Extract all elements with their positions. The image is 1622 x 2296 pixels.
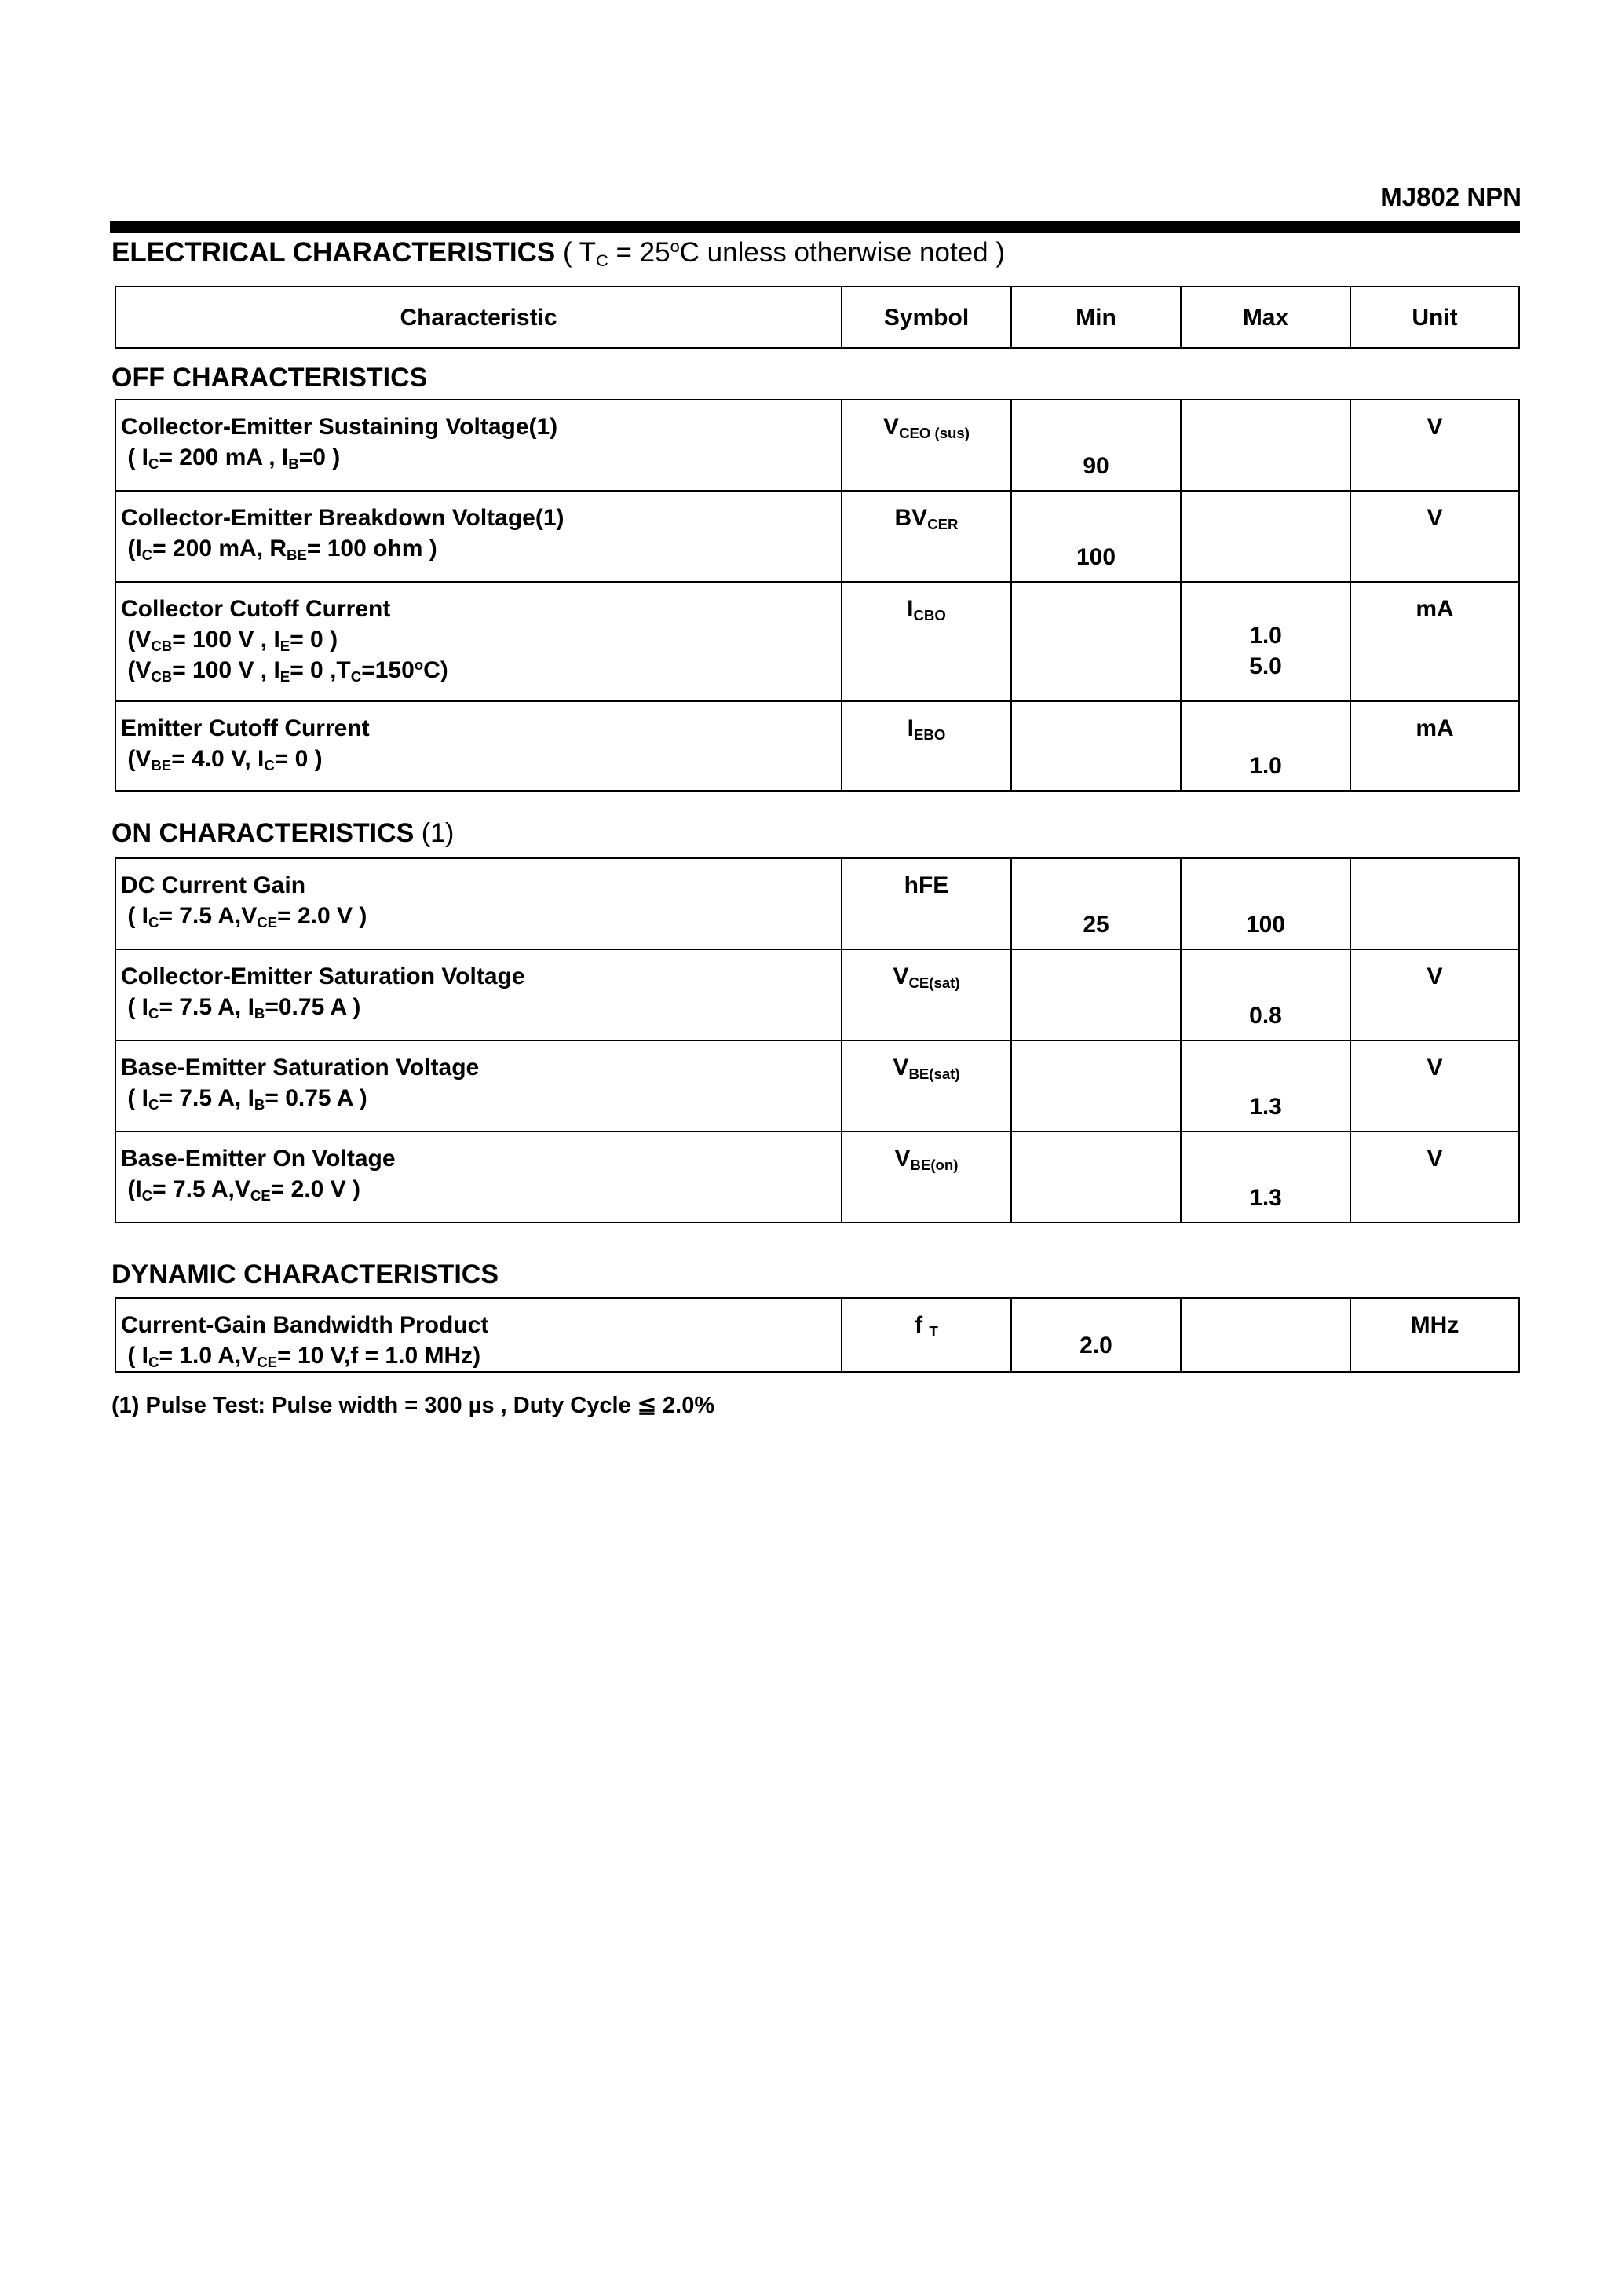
characteristic-name: Collector-Emitter Sustaining Voltage(1): [121, 414, 558, 440]
condition-fragment: o: [414, 656, 424, 673]
characteristic-name: Collector-Emitter Breakdown Voltage(1): [121, 505, 564, 531]
header-characteristic: Characteristic: [115, 287, 842, 348]
condition-fragment: = 200 mA, R: [152, 536, 287, 561]
condition-fragment: ( I: [127, 1085, 149, 1111]
condition-fragment: C: [148, 1354, 159, 1371]
condition-fragment: C): [423, 657, 448, 683]
characteristic-cell: [115, 949, 842, 1040]
max-cell: [1181, 400, 1350, 491]
test-condition: [121, 655, 841, 686]
table-row: [115, 949, 1519, 1040]
condition-fragment: C: [148, 914, 159, 931]
min-cell: [1011, 400, 1181, 491]
condition-fragment: C: [148, 1096, 159, 1113]
header-max: Max: [1181, 287, 1350, 348]
test-condition: [121, 533, 841, 564]
min-value: 90: [1083, 453, 1109, 479]
min-value: 25: [1083, 912, 1109, 938]
symbol-main: f: [915, 1312, 930, 1338]
condition-fragment: =0 ): [298, 444, 341, 470]
table-row: [115, 400, 1519, 491]
condition-fragment: = 7.5 A, I: [159, 994, 254, 1020]
condition-fragment: E: [279, 668, 290, 686]
table-row: [115, 1298, 1519, 1372]
section-off-title: OFF CHARACTERISTICS: [111, 363, 428, 393]
symbol-main: V: [893, 1055, 909, 1080]
condition-fragment: C: [350, 668, 362, 686]
test-condition: [121, 442, 841, 473]
table-row: [115, 491, 1519, 582]
min-cell: [1011, 491, 1181, 582]
condition-fragment: C: [148, 455, 159, 473]
unit-cell: V: [1350, 949, 1519, 1040]
condition-fragment: = 7.5 A,V: [152, 1176, 250, 1202]
header-symbol: Symbol: [842, 287, 1011, 348]
condition-fragment: = 100 V , I: [172, 657, 280, 683]
condition-fragment: (V: [127, 746, 152, 772]
condition-fragment: CE: [250, 1187, 271, 1205]
max-cell: [1181, 491, 1350, 582]
characteristic-cell: [115, 1298, 842, 1372]
symbol-main: V: [894, 1146, 911, 1172]
condition-fragment: C: [148, 1005, 159, 1022]
condition-fragment: (I: [127, 1176, 142, 1202]
condition-fragment: ( I: [127, 444, 149, 470]
header-row: [115, 287, 1519, 348]
min-cell: [1011, 701, 1181, 791]
condition-fragment: = 7.5 A, I: [159, 1085, 254, 1111]
condition-fragment: BE: [287, 547, 307, 564]
symbol-main: V: [883, 414, 900, 440]
symbol-cell: [842, 858, 1011, 949]
min-value: 2.0: [1080, 1333, 1112, 1358]
characteristic-name: Base-Emitter On Voltage: [121, 1146, 396, 1172]
max-value: 1.3: [1249, 1185, 1282, 1211]
on-table: [115, 857, 1520, 1223]
symbol-cell: [842, 1132, 1011, 1223]
max-value: 1.3: [1249, 1094, 1282, 1120]
max-cell: [1181, 1040, 1350, 1132]
test-condition: [121, 901, 841, 931]
max-value: 1.0: [1249, 623, 1282, 649]
test-condition: [121, 992, 841, 1022]
unit-cell: V: [1350, 1132, 1519, 1223]
dynamic-table: [115, 1297, 1520, 1373]
title-main: ELECTRICAL CHARACTERISTICS: [111, 237, 556, 268]
symbol-subscript: CEO (sus): [899, 425, 970, 442]
symbol-cell: [842, 701, 1011, 791]
header-min: Min: [1011, 287, 1181, 348]
section-on-label: ON CHARACTERISTICS: [111, 818, 415, 848]
condition-fragment: B: [254, 1096, 265, 1113]
condition-fragment: CB: [151, 668, 173, 686]
max-value: 0.8: [1249, 1003, 1282, 1029]
section-on-note: (1): [421, 818, 455, 848]
max-value-secondary: 5.0: [1249, 653, 1282, 679]
symbol-main: hFE: [904, 872, 949, 898]
top-rule: [110, 221, 1520, 233]
symbol-cell: [842, 949, 1011, 1040]
characteristic-name: Base-Emitter Saturation Voltage: [121, 1055, 480, 1080]
symbol-cell: [842, 582, 1011, 701]
condition-fragment: E: [279, 638, 290, 655]
symbol-subscript: EBO: [914, 726, 946, 744]
condition-fragment: C: [141, 547, 153, 564]
characteristic-cell: [115, 701, 842, 791]
characteristic-cell: [115, 1132, 842, 1223]
condition-fragment: ( I: [127, 1343, 149, 1369]
condition-fragment: = 0 ): [290, 627, 338, 653]
condition-fragment: = 100 ohm ): [306, 536, 437, 561]
symbol-cell: [842, 491, 1011, 582]
condition-fragment: = 2.0 V ): [270, 1176, 360, 1202]
table-row: [115, 1132, 1519, 1223]
max-cell: [1181, 949, 1350, 1040]
unit-cell: mA: [1350, 582, 1519, 701]
symbol-subscript: CER: [927, 516, 959, 533]
min-cell: [1011, 1298, 1181, 1372]
characteristic-name: Collector-Emitter Saturation Voltage: [121, 963, 525, 989]
symbol-main: V: [893, 963, 909, 989]
condition-fragment: = 2.0 V ): [277, 903, 367, 929]
condition-fragment: = 1.0 A,V: [159, 1343, 258, 1369]
condition-fragment: = 10 V,f = 1.0 MHz): [277, 1343, 481, 1369]
title-cond-eq: = 25: [608, 237, 670, 268]
table-row: [115, 582, 1519, 701]
characteristic-cell: [115, 400, 842, 491]
symbol-cell: [842, 1040, 1011, 1132]
condition-fragment: (V: [127, 627, 152, 653]
condition-fragment: B: [288, 455, 299, 473]
condition-fragment: =0.75 A ): [265, 994, 361, 1020]
table-row: [115, 1040, 1519, 1132]
condition-fragment: = 0.75 A ): [265, 1085, 367, 1111]
symbol-main: I: [907, 596, 914, 622]
condition-fragment: CB: [151, 638, 173, 655]
condition-fragment: = 0 ): [274, 746, 323, 772]
condition-fragment: ( I: [127, 994, 149, 1020]
condition-fragment: = 4.0 V, I: [171, 746, 265, 772]
characteristic-cell: [115, 858, 842, 949]
page-identifier: MJ802 NPN: [1380, 182, 1522, 211]
section-on-title: [111, 818, 454, 849]
characteristic-cell: [115, 491, 842, 582]
max-cell: [1181, 858, 1350, 949]
title-cond-sup: o: [670, 236, 680, 257]
unit-cell: V: [1350, 400, 1519, 491]
symbol-subscript: CE(sat): [908, 974, 960, 992]
min-cell: [1011, 949, 1181, 1040]
footnote: (1) Pulse Test: Pulse width = 300 µs , Duty Cycle ≦ 2.0%: [111, 1393, 715, 1418]
off-table: [115, 399, 1520, 792]
condition-fragment: = 7.5 A,V: [159, 903, 258, 929]
symbol-subscript: CBO: [913, 607, 946, 624]
condition-fragment: = 200 mA , I: [159, 444, 289, 470]
test-condition: [121, 624, 841, 655]
condition-fragment: = 100 V , I: [172, 627, 280, 653]
symbol-subscript: T: [929, 1323, 938, 1340]
test-condition: [121, 744, 841, 774]
condition-fragment: (I: [127, 536, 142, 561]
unit-cell: mA: [1350, 701, 1519, 791]
table-row: [115, 858, 1519, 949]
max-cell: [1181, 582, 1350, 701]
condition-fragment: ( I: [127, 903, 149, 929]
min-cell: [1011, 858, 1181, 949]
test-condition: [121, 1174, 841, 1205]
page-title: [111, 237, 1005, 269]
table-row: [115, 701, 1519, 791]
min-cell: [1011, 582, 1181, 701]
characteristic-name: Current-Gain Bandwidth Product: [121, 1312, 489, 1338]
characteristic-name: DC Current Gain: [121, 872, 306, 898]
title-cond-rest: C unless otherwise noted ): [679, 237, 1006, 268]
unit-cell: V: [1350, 1040, 1519, 1132]
max-value: 100: [1245, 912, 1286, 938]
min-cell: [1011, 1040, 1181, 1132]
symbol-main: BV: [894, 505, 928, 531]
symbol-subscript: BE(on): [910, 1157, 959, 1174]
condition-fragment: CE: [257, 1354, 278, 1371]
header-unit: Unit: [1350, 287, 1519, 348]
characteristic-cell: [115, 1040, 842, 1132]
symbol-cell: [842, 1298, 1011, 1372]
symbol-main: I: [907, 715, 915, 741]
unit-cell: [1350, 858, 1519, 949]
condition-fragment: C: [141, 1187, 153, 1205]
condition-fragment: (V: [127, 657, 152, 683]
unit-cell: V: [1350, 491, 1519, 582]
max-cell: [1181, 1132, 1350, 1223]
header-table: [115, 286, 1520, 349]
unit-cell: MHz: [1350, 1298, 1519, 1372]
min-cell: [1011, 1132, 1181, 1223]
characteristic-name: Emitter Cutoff Current: [121, 715, 370, 741]
max-value: 1.0: [1249, 753, 1282, 779]
title-cond-open: ( T: [562, 237, 597, 268]
test-condition: [121, 1083, 841, 1113]
condition-fragment: C: [264, 757, 275, 774]
title-cond-sub: C: [596, 250, 608, 271]
condition-fragment: =150: [361, 657, 415, 683]
min-value: 100: [1076, 544, 1116, 570]
section-dynamic-title: DYNAMIC CHARACTERISTICS: [111, 1260, 499, 1289]
test-condition: [121, 1340, 841, 1371]
symbol-cell: [842, 400, 1011, 491]
max-cell: [1181, 1298, 1350, 1372]
max-cell: [1181, 701, 1350, 791]
characteristic-name: Collector Cutoff Current: [121, 596, 391, 622]
symbol-subscript: BE(sat): [908, 1066, 960, 1083]
characteristic-cell: [115, 582, 842, 701]
condition-fragment: = 0 ,T: [290, 657, 351, 683]
condition-fragment: BE: [151, 757, 172, 774]
condition-fragment: CE: [257, 914, 278, 931]
condition-fragment: B: [254, 1005, 265, 1022]
